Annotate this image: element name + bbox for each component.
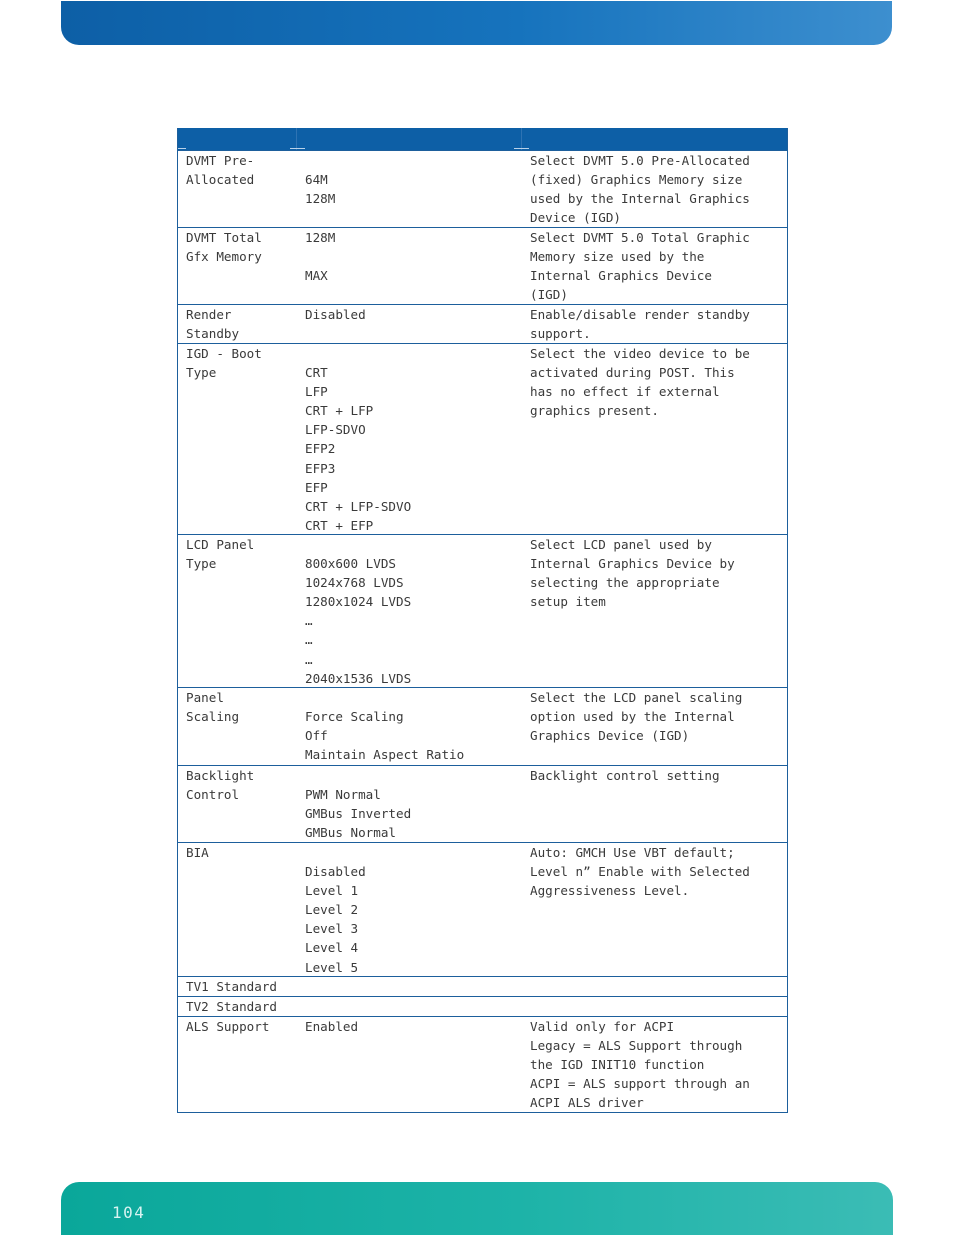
setting-cell-line: LCD Panel [186, 537, 255, 552]
description-cell [522, 535, 787, 687]
description-cell [522, 344, 787, 534]
description-cell-line: Enable/disable render standby [530, 307, 750, 322]
setting-cell [178, 151, 297, 227]
bios-settings-table [177, 128, 788, 1113]
table-row [178, 343, 787, 534]
description-cell-line: Select LCD panel used by [530, 537, 712, 552]
table-row [178, 842, 787, 976]
options-cell-line [305, 977, 522, 996]
options-cell [297, 997, 522, 1016]
options-cell-line: 1024x768 LVDS [305, 575, 404, 591]
description-cell [522, 997, 787, 1016]
description-cell-line [530, 997, 787, 1016]
setting-cell [178, 535, 297, 687]
description-cell-line: Device (IGD) [530, 210, 621, 226]
description-cell-line: selecting the appropriate [530, 575, 720, 591]
description-cell-line: support. [530, 326, 591, 342]
setting-cell-line: TV2 Standard [186, 999, 277, 1014]
options-cell-line: 1280x1024 LVDS [305, 594, 412, 610]
description-cell [522, 977, 787, 996]
options-cell-line: 128M [305, 191, 336, 207]
page-number: 104 [112, 1203, 146, 1222]
options-cell-line [305, 151, 522, 170]
description-cell-line: activated during POST. This [530, 365, 735, 381]
setting-cell-line: DVMT Pre- [186, 153, 255, 168]
options-cell-line [305, 344, 522, 363]
options-cell-line: Level 3 [305, 921, 359, 937]
options-cell-line: EFP [305, 479, 328, 495]
options-cell-line: Maintain Aspect Ratio [305, 747, 465, 763]
description-cell [522, 688, 787, 765]
description-cell [522, 151, 787, 227]
setting-cell [178, 1017, 297, 1112]
options-cell-line: LFP [305, 384, 328, 400]
options-cell-line [305, 766, 522, 785]
options-cell [297, 1017, 522, 1112]
options-cell-line [305, 247, 522, 266]
description-cell-line: Level n” Enable with Selected [530, 864, 750, 880]
options-cell-line: CRT + LFP-SDVO [305, 498, 412, 514]
setting-cell [178, 766, 297, 842]
options-cell-line: Level 5 [305, 959, 359, 975]
setting-cell-line: Type [186, 556, 217, 572]
setting-cell-line: Type [186, 365, 217, 381]
description-cell-line: option used by the Internal [530, 709, 735, 725]
options-cell-line [305, 688, 522, 707]
options-cell [297, 305, 522, 343]
setting-cell [178, 228, 297, 304]
options-cell [297, 151, 522, 227]
options-cell-line: CRT [305, 365, 328, 381]
options-cell [297, 766, 522, 842]
description-cell-line [530, 977, 787, 996]
description-cell-line: Select DVMT 5.0 Pre-Allocated [530, 153, 750, 168]
table-body [178, 150, 787, 1112]
setting-cell [178, 344, 297, 534]
setting-cell-line: Gfx Memory [186, 249, 262, 265]
options-cell-line: 128M [305, 230, 336, 245]
setting-cell [178, 997, 297, 1016]
description-cell-line: Backlight control setting [530, 768, 720, 783]
options-cell-line [305, 997, 522, 1016]
setting-cell [178, 688, 297, 765]
description-cell-line: ACPI ALS driver [530, 1095, 644, 1111]
description-cell-line: Select DVMT 5.0 Total Graphic [530, 230, 750, 245]
description-cell-line: graphics present. [530, 403, 659, 419]
setting-cell-line: Allocated [186, 172, 255, 188]
description-cell-line: Internal Graphics Device [530, 268, 712, 284]
description-cell-line: has no effect if external [530, 384, 720, 400]
options-cell [297, 843, 522, 976]
setting-cell-line: Control [186, 787, 240, 803]
options-cell-line: 800x600 LVDS [305, 556, 396, 572]
header-separator [296, 128, 297, 150]
options-cell [297, 688, 522, 765]
options-cell [297, 535, 522, 687]
options-cell [297, 977, 522, 996]
setting-cell-line: Panel [186, 690, 224, 705]
options-cell-line: Off [305, 728, 328, 744]
table-row [178, 996, 787, 1016]
setting-cell [178, 305, 297, 343]
header-separator [521, 128, 522, 150]
description-cell [522, 843, 787, 976]
description-cell-line: the IGD INIT10 function [530, 1057, 705, 1073]
options-cell-line: Level 4 [305, 940, 359, 956]
description-cell-line: Memory size used by the [530, 249, 705, 265]
options-cell-line: EFP3 [305, 460, 336, 476]
setting-cell-line: DVMT Total [186, 230, 262, 245]
header-banner [61, 1, 892, 45]
setting-cell-line: IGD - Boot [186, 346, 262, 361]
table-row [178, 304, 787, 343]
description-cell-line: Select the video device to be [530, 346, 750, 361]
options-cell-line: GMBus Inverted [305, 806, 412, 822]
footer-banner [61, 1182, 893, 1235]
description-cell-line: ACPI = ALS support through an [530, 1076, 750, 1092]
options-cell-line: 64M [305, 172, 328, 188]
options-cell-line: Force Scaling [305, 709, 404, 725]
options-cell-line: MAX [305, 268, 328, 284]
table-row [178, 150, 787, 227]
table-row [178, 765, 787, 842]
setting-cell [178, 977, 297, 996]
options-cell [297, 344, 522, 534]
options-cell-line: EFP2 [305, 441, 336, 457]
setting-cell-line: TV1 Standard [186, 979, 277, 994]
description-cell-line: Select the LCD panel scaling [530, 690, 743, 705]
options-cell-line: LFP-SDVO [305, 422, 366, 438]
header-underline [514, 148, 529, 149]
setting-cell-line: ALS Support [186, 1019, 270, 1034]
options-cell-line: Level 2 [305, 902, 359, 918]
options-cell-line [305, 535, 522, 554]
description-cell-line: Internal Graphics Device by [530, 556, 735, 572]
options-cell-line: Disabled [305, 307, 366, 322]
header-underline [290, 148, 305, 149]
setting-cell-line: BIA [186, 845, 209, 860]
options-cell-line: 2040x1536 LVDS [305, 670, 412, 686]
description-cell-line: Legacy = ALS Support through [530, 1038, 743, 1054]
options-cell-line: CRT + LFP [305, 403, 374, 419]
options-cell-line: … [305, 651, 313, 667]
table-header [178, 128, 787, 150]
description-cell [522, 1017, 787, 1112]
description-cell [522, 766, 787, 842]
options-cell-line: Level 1 [305, 883, 359, 899]
description-cell-line: used by the Internal Graphics [530, 191, 750, 207]
setting-cell-line: Backlight [186, 768, 255, 783]
options-cell-line: CRT + EFP [305, 517, 374, 533]
description-cell-line: Auto: GMCH Use VBT default; [530, 845, 735, 860]
options-cell-line: Disabled [305, 864, 366, 880]
options-cell-line: Enabled [305, 1019, 359, 1034]
options-cell-line [305, 843, 522, 862]
table-row [178, 534, 787, 687]
table-row [178, 687, 787, 765]
description-cell-line: Aggressiveness Level. [530, 883, 690, 899]
setting-cell [178, 843, 297, 976]
description-cell-line: (fixed) Graphics Memory size [530, 172, 743, 188]
table-row [178, 1016, 787, 1112]
options-cell-line: PWM Normal [305, 787, 381, 803]
description-cell-line: Valid only for ACPI [530, 1019, 675, 1034]
description-cell [522, 228, 787, 304]
description-cell-line: (IGD) [530, 287, 568, 303]
description-cell-line: setup item [530, 594, 606, 610]
setting-cell-line: Scaling [186, 709, 240, 725]
description-cell [522, 305, 787, 343]
setting-cell-line: Standby [186, 326, 240, 342]
description-cell-line: Graphics Device (IGD) [530, 728, 690, 744]
options-cell-line: … [305, 632, 313, 648]
table-row [178, 976, 787, 996]
setting-cell-line: Render [186, 307, 232, 322]
options-cell-line: GMBus Normal [305, 825, 396, 841]
header-underline [178, 148, 186, 149]
options-cell-line: … [305, 613, 313, 629]
table-row [178, 227, 787, 304]
options-cell [297, 228, 522, 304]
